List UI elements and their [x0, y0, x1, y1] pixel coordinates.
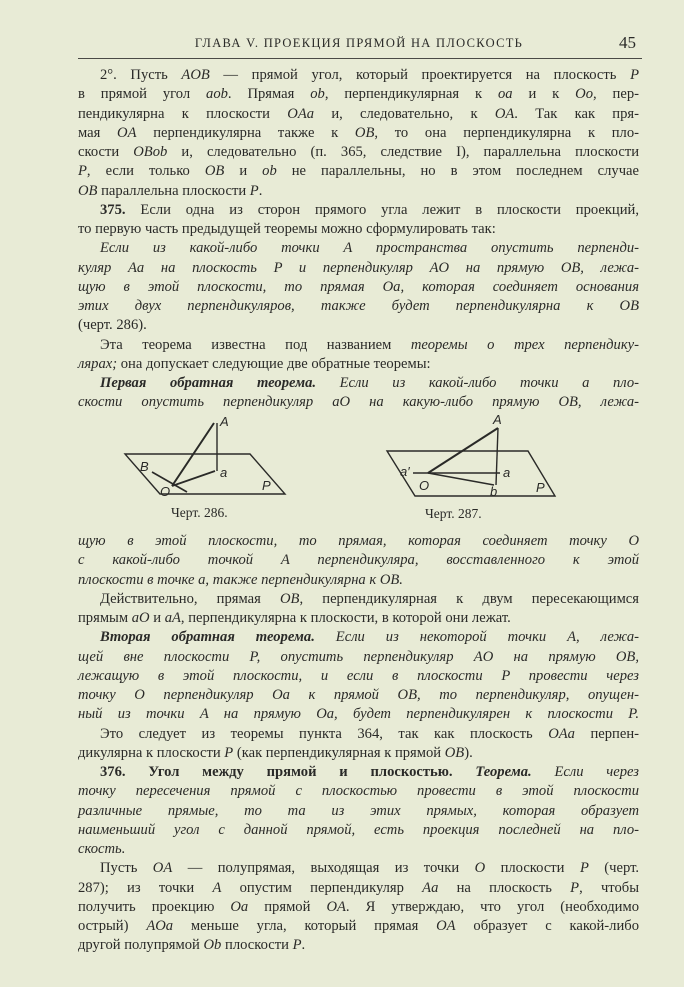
text-segment: aO — [131, 610, 150, 626]
text-segment: . Прямая — [227, 86, 311, 103]
text-segment: — полупрямая, выходящая из точки — [172, 860, 475, 877]
text-segment: точку пересечения прямой с плоскостью провести в этой плоскости — [78, 783, 639, 800]
text-line — [100, 764, 639, 781]
text-line — [78, 822, 639, 839]
text-segment: плоскости — [221, 937, 293, 954]
text-segment: наименьший угол с данной прямой, есть проекция последней на пло- — [78, 821, 639, 838]
text-segment: OA — [326, 898, 346, 915]
text-segment: щую в этой плоскости, то прямая, которая соединяет точку O — [78, 533, 639, 549]
label-O: O — [160, 484, 171, 499]
label-B: B — [140, 459, 149, 474]
text-segment: A — [212, 879, 222, 896]
text-line — [78, 572, 639, 589]
text-line — [78, 279, 639, 296]
text-segment: 287); из точки — [78, 879, 213, 896]
text-line — [78, 317, 639, 334]
text-segment: Если из какой-либо точки a пло- — [316, 375, 639, 391]
text-segment: ob — [262, 163, 277, 180]
text-segment: Если из какой-либо точки A пространства опустить перпенди- — [100, 240, 639, 257]
text-segment: , пер- — [593, 86, 639, 103]
text-segment: Oa — [230, 898, 249, 915]
text-segment: Если из некоторой точки A, лежа- — [314, 629, 639, 646]
text-segment: точку O перпендикуляр Oa к прямой OB, то перпендикуляр, опущен- — [78, 687, 639, 703]
page-number: 45 — [619, 33, 636, 52]
text-segment: плоскости в точке a, также перпендикулярна к OB. — [78, 571, 403, 588]
text-segment: Вторая обратная теорема. — [100, 629, 315, 646]
text-segment: не параллельны, но в этом последнем случае — [276, 163, 639, 180]
text-segment: Теорема. — [475, 764, 532, 780]
text-segment: на плоскость — [438, 879, 571, 896]
text-line — [100, 375, 639, 392]
text-line — [78, 899, 639, 916]
text-segment: , перпендикулярна к плоскости, в которой они лежат. — [180, 610, 511, 626]
text-segment: перпендикулярна также к — [136, 124, 355, 141]
text-line — [100, 860, 639, 877]
text-segment: прямой — [248, 898, 327, 915]
text-line — [78, 298, 639, 315]
text-segment: куляр Aa на плоскость P и перпендикуляр AO на прямую OB, лежа- — [78, 259, 639, 276]
text-line — [78, 356, 639, 373]
text-segment: 376. Угол между прямой и плоскостью. — [100, 764, 476, 780]
text-segment: дикулярна к плоскости — [78, 744, 225, 761]
text-segment: Если через — [531, 764, 639, 780]
text-line — [78, 706, 639, 723]
text-line — [100, 337, 639, 354]
text-segment: другой полупрямой — [78, 937, 204, 954]
text-segment: (черт. 286). — [78, 317, 147, 334]
text-segment: образует с какой-либо — [455, 918, 639, 934]
text-segment: скости опустить перпендикуляр aO на какую-либо прямую OB, лежа- — [78, 394, 639, 411]
text-line — [78, 803, 639, 820]
text-segment: опустим перпендикуляр — [221, 879, 423, 896]
text-line — [78, 533, 639, 550]
text-line — [78, 144, 639, 161]
text-segment: OA — [117, 124, 137, 141]
header-rule — [78, 58, 642, 59]
text-segment: и, следовательно (п. 365, следствие I), параллельна плоскости — [167, 144, 640, 160]
text-segment: Действительно, прямая — [100, 590, 280, 607]
text-segment: и к — [512, 86, 576, 103]
text-line — [78, 668, 639, 685]
text-line — [78, 937, 639, 954]
text-line — [78, 610, 639, 627]
label-a-prime: a′ — [400, 464, 410, 479]
text-segment: , чтобы — [579, 879, 640, 896]
text-line — [78, 260, 639, 277]
text-segment: AOa — [146, 918, 174, 934]
text-segment: . — [301, 937, 306, 954]
text-segment: oa — [497, 86, 513, 103]
line-Ab — [496, 428, 498, 485]
text-segment: теоремы о трех перпендику- — [410, 336, 640, 353]
text-segment: OA — [152, 860, 173, 877]
text-segment: лярах; — [78, 355, 118, 372]
text-segment: OB — [444, 744, 465, 761]
label-A: A — [493, 412, 502, 427]
text-line — [78, 183, 639, 200]
text-segment: aA — [164, 610, 181, 626]
label-P: P — [536, 480, 545, 495]
text-line — [78, 783, 639, 800]
text-line — [78, 918, 639, 935]
text-line — [78, 163, 639, 180]
text-segment: P — [630, 67, 639, 83]
text-segment: Aa — [422, 879, 439, 896]
text-segment: параллельна плоскости — [97, 182, 250, 199]
text-segment: OAa — [548, 725, 575, 742]
text-segment: . Так как пря- — [514, 105, 639, 122]
text-segment: 2°. Пусть — [100, 67, 182, 83]
text-segment: и — [149, 610, 165, 626]
text-line — [78, 125, 639, 142]
text-segment: плоскости — [485, 860, 580, 877]
text-line — [78, 221, 639, 238]
text-segment: то первую часть предыдущей теоремы можно сформулировать так: — [78, 221, 496, 237]
text-segment: , если только — [86, 163, 205, 180]
text-line — [100, 629, 639, 646]
figure-287-caption: Черт. 287. — [425, 506, 482, 521]
text-segment: в прямой угол — [78, 86, 207, 103]
text-segment: P — [570, 879, 580, 896]
text-line — [100, 726, 639, 743]
text-segment: Это следует из теоремы пункта 364, так как плоскость — [100, 725, 549, 742]
text-line — [78, 841, 639, 858]
text-segment: и — [224, 163, 263, 180]
text-segment: P — [224, 744, 234, 761]
text-segment: (как перпендикулярная к прямой — [233, 744, 445, 761]
text-segment: ob — [310, 86, 325, 103]
label-O: O — [419, 478, 430, 493]
text-line — [78, 106, 639, 123]
text-line — [78, 552, 639, 569]
line-Oa — [172, 471, 215, 486]
text-segment: OAa — [287, 105, 315, 122]
text-segment: . — [258, 182, 263, 199]
text-segment: OBob — [133, 144, 168, 160]
text-segment: она допускает следующие две обратные теоремы: — [117, 355, 431, 372]
text-segment: перпен- — [574, 725, 639, 742]
figure-287 — [380, 406, 570, 506]
text-segment: (черт. — [588, 860, 640, 877]
text-segment: AOB — [181, 67, 210, 83]
text-segment: Эта теорема известна под названием — [100, 336, 411, 353]
text-line — [78, 687, 639, 704]
chapter-title: ГЛАВА V. ПРОЕКЦИЯ ПРЯМОЙ НА ПЛОСКОСТЬ — [194, 36, 524, 50]
text-segment: Пусть — [100, 860, 153, 877]
text-segment: OA — [494, 105, 515, 122]
text-line — [100, 591, 639, 608]
text-line — [78, 880, 639, 897]
text-segment: Если одна из сторон прямого угла лежит в плоскости проекций, — [125, 201, 639, 218]
text-segment: получить проекцию — [78, 898, 231, 915]
text-segment: OB — [354, 124, 375, 141]
text-segment: щей вне плоскости P, опустить перпендикуляр AO на прямую OB, — [78, 648, 639, 665]
text-line — [78, 86, 639, 103]
text-segment: мая — [78, 124, 118, 141]
text-segment: Первая обратная теорема. — [100, 375, 317, 391]
text-segment: P — [579, 860, 589, 877]
text-segment: — прямой угол, который проектируется на плоскость — [209, 67, 631, 83]
running-header — [78, 33, 640, 56]
line-Ob — [428, 473, 494, 485]
text-line — [78, 745, 639, 762]
text-segment: OB — [78, 182, 98, 199]
text-segment: скости — [78, 144, 134, 160]
text-segment: ). — [464, 744, 473, 761]
text-segment: aob — [206, 86, 228, 103]
text-segment: 375. — [100, 201, 126, 218]
text-segment: пендикулярна к плоскости — [78, 105, 288, 122]
figure-286 — [110, 406, 310, 506]
text-segment: этих двух перпендикуляров, также будет перпендикулярна к OB — [78, 298, 639, 314]
text-segment: меньше угла, который прямая — [173, 918, 437, 934]
text-segment: , перпендикулярная к — [324, 86, 498, 103]
text-segment: Ob — [203, 937, 222, 954]
text-segment: острый) — [78, 918, 147, 934]
label-A: A — [220, 414, 229, 429]
text-line — [78, 649, 639, 666]
text-segment: различные прямые, то та из этих прямых, которая образует — [78, 802, 639, 819]
text-segment: прямым — [78, 610, 132, 626]
label-b: b — [490, 484, 498, 499]
text-line — [100, 240, 639, 257]
text-segment: с какой-либо точкой A перпендикуляра, восставленного к этой — [78, 552, 639, 569]
text-segment: P — [249, 182, 259, 199]
text-line — [100, 202, 639, 219]
text-line — [100, 67, 639, 84]
figure-286-caption: Черт. 286. — [171, 505, 228, 520]
text-segment: Oo — [575, 86, 593, 103]
text-segment: P — [292, 937, 302, 954]
text-segment: , перпендикулярная к двум пересекающимся — [299, 590, 639, 607]
text-segment: и, следовательно, к — [314, 105, 495, 122]
text-segment: O — [474, 860, 486, 877]
text-segment: P — [78, 163, 87, 180]
label-a: a — [220, 465, 228, 480]
label-a: a — [503, 465, 511, 480]
text-segment: щую в этой плоскости, то прямая Oa, которая соединяет основания — [78, 278, 639, 295]
text-segment: OA — [436, 918, 456, 934]
text-segment: . Я утверждаю, что угол (необходимо — [345, 898, 639, 915]
text-segment: , то она перпендикулярна к пло- — [374, 124, 639, 141]
text-segment: лежащую в этой плоскости, и если в плоскости P провести через — [78, 667, 639, 684]
text-segment: OB — [204, 163, 225, 180]
text-segment: ный из точки A на прямую Oa, будет перпендикулярен к плоскости P. — [78, 706, 639, 723]
text-segment: скость. — [78, 841, 126, 857]
text-segment: OB — [279, 590, 300, 607]
label-P: P — [262, 478, 271, 493]
